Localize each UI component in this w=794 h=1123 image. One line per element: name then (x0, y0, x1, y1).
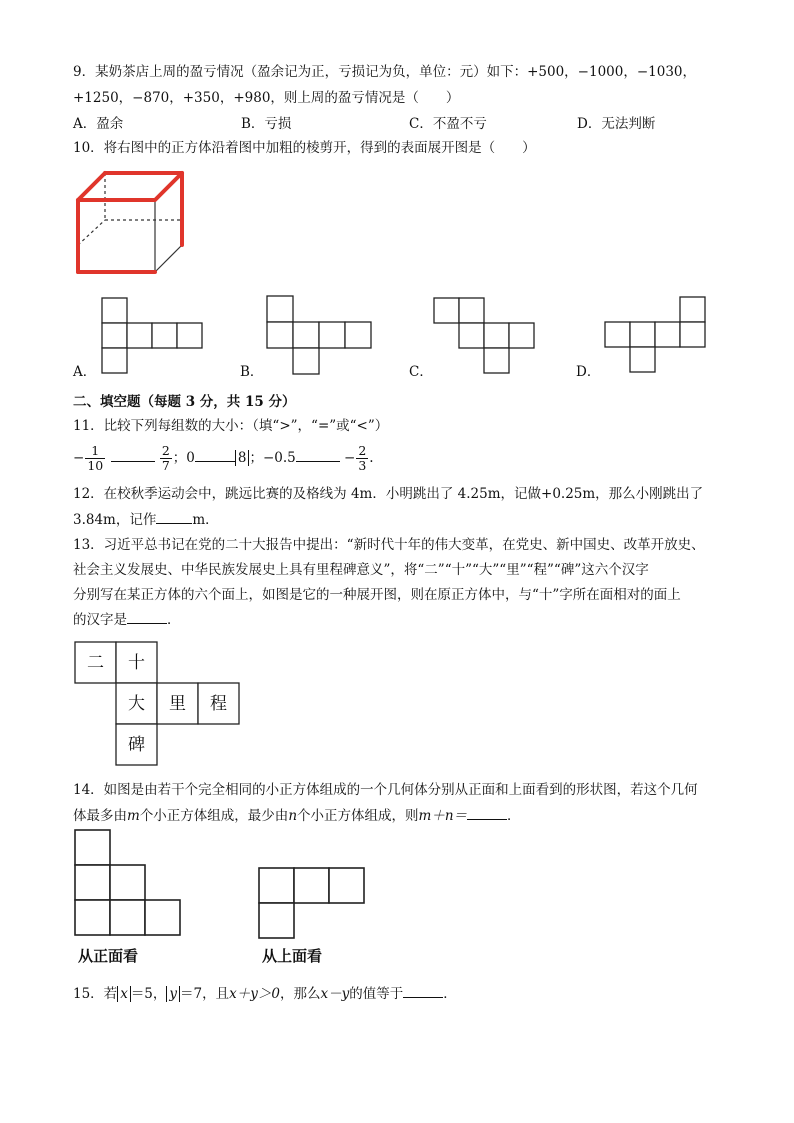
net-char-cheng: 程 (210, 694, 227, 714)
q12-answer-blank[interactable] (156, 509, 192, 524)
answer-blank-3[interactable] (296, 447, 340, 462)
fraction-1-10: $\frac{1}{10}$ (87, 443, 104, 473)
absolute-value-8: 8 (235, 450, 250, 466)
q10-text: 10．将右图中的正方体沿着图中加粗的棱剪开，得到的表面展开图是（ ） (73, 140, 536, 156)
abs-x: x (117, 986, 131, 1002)
q9-option-b: B．亏损 (241, 116, 292, 132)
net-label-c: C． (409, 364, 433, 380)
q9-option-d: D．无法判断 (577, 116, 656, 132)
q12-line1: 12．在校秋季运动会中，跳远比赛的及格线为 4m．小明跳出了 4.25m，记做+0.25m，那么小刚跳出了 (73, 486, 704, 502)
front-view-figure (74, 829, 184, 939)
q14-answer-blank[interactable] (467, 805, 507, 820)
caption-front-view: 从正面看 (78, 947, 139, 965)
q14-line1: 14．如图是由若干个完全相同的小正方体组成的一个几何体分别从正面和上面看到的形状图，若这个几何 (73, 782, 698, 798)
q13-line2: 社会主义发展史、中华民族发展史上具有里程碑意义”，将“二”“十”“大”“里”“程”“碑”这六个汉字 (73, 562, 649, 578)
abs-y: y (166, 986, 180, 1002)
net-label-a: A． (73, 364, 97, 380)
net-char-er: 二 (87, 653, 104, 673)
q9-line2: +1250，−870，+350，+980，则上周的盈亏情况是（ ） (73, 90, 460, 106)
q9-option-a: A．盈余 (73, 116, 124, 132)
section-2-title: 二、填空题（每题 3 分，共 15 分） (73, 394, 296, 410)
net-char-shi: 十 (128, 653, 145, 673)
net-option-a (100, 296, 204, 376)
net-char-li: 里 (169, 694, 186, 714)
q9-line1: 9．某奶茶店上周的盈亏情况（盈余记为正，亏损记为负，单位：元）如下：+500，−1000，−1030， (73, 64, 697, 80)
cube-figure (70, 165, 190, 277)
top-view-figure (258, 867, 368, 939)
q12-line2: 3.84m，记作 m． (73, 509, 219, 530)
net-label-b: B． (240, 364, 264, 380)
character-cube-net (74, 641, 244, 767)
net-option-c (432, 296, 536, 376)
q15-answer-blank[interactable] (403, 983, 443, 998)
q13-answer-blank[interactable] (127, 609, 167, 624)
net-char-da: 大 (128, 694, 145, 714)
net-option-b (265, 294, 375, 376)
q15-text: 15．若 x ＝5， y ＝7，且x＋y＞0，那么x－y的值等于 ． (73, 983, 457, 1004)
net-char-bei: 碑 (128, 735, 145, 755)
minus-sign: − (73, 450, 85, 466)
q11-comparisons: − $\frac{1}{10}$ $\frac{2}{7}$ ；0 8 ；−0.5 − $\frac{2}{3}$ . (73, 443, 374, 473)
caption-top-view: 从上面看 (262, 947, 323, 965)
q13-line4: 的汉字是 ． (73, 609, 181, 630)
net-option-d (603, 295, 707, 375)
q11-text: 11．比较下列每组数的大小：（填“>”，“=”或“<”） (73, 418, 389, 434)
q13-line3: 分别写在某正方体的六个面上，如图是它的一种展开图，则在原正方体中，与“十”字所在面相对的面上 (73, 587, 681, 603)
fraction-2-7: $\frac{2}{7}$ (161, 443, 170, 473)
q14-line2: 体最多由m个小正方体组成，最少由n个小正方体组成，则m＋n＝ ． (73, 805, 521, 826)
net-label-d: D． (576, 364, 601, 380)
fraction-2-3: $\frac{2}{3}$ (358, 443, 367, 473)
q9-option-c: C．不盈不亏 (409, 116, 487, 132)
answer-blank-1[interactable] (111, 447, 155, 462)
answer-blank-2[interactable] (195, 447, 235, 462)
q13-line1: 13．习近平总书记在党的二十大报告中提出：“新时代十年的伟大变革，在党史、新中国史、改革开放史、 (73, 537, 705, 553)
